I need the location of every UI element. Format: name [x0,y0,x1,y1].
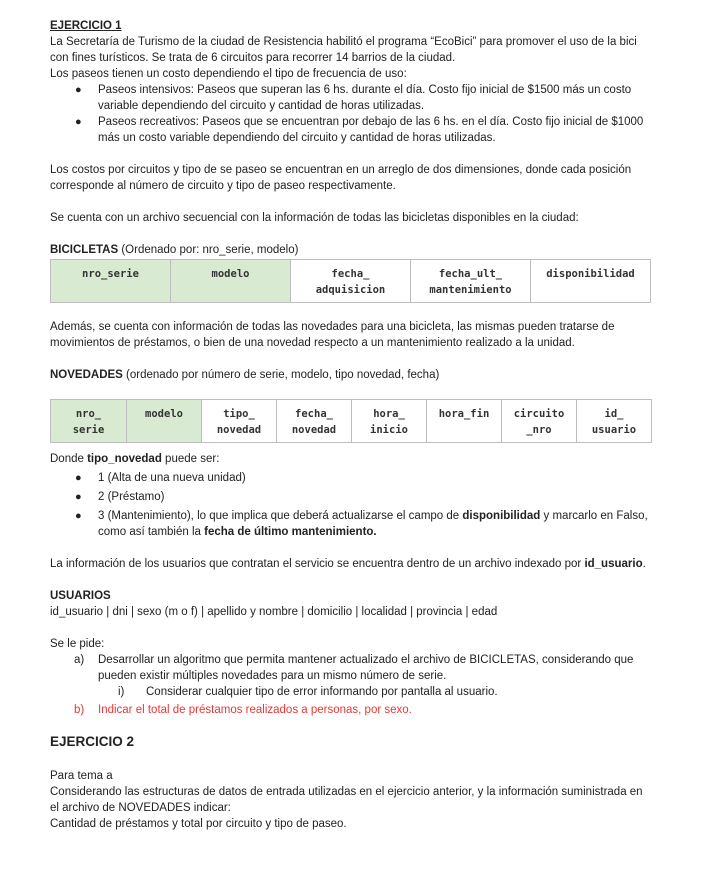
tipo-novedad-intro: Donde tipo_novedad puede ser: [50,453,220,465]
table-cell: nro_serie [51,260,171,303]
bicicletas-heading: BICICLETAS (Ordenado por: nro_serie, modelo) [50,244,299,256]
list-item: i) Considerar cualquier tipo de error informando por pantalla al usuario. [118,686,498,698]
bullet-icon: ● [75,491,82,503]
table-cell: tipo_ novedad [202,400,277,443]
list-item: ● Paseos intensivos: Paseos que superan las 6 hs. durante el día. Costo fijo inicial de $1500 más un costo variable dependiendo del circuito y cantidad de horas utilizadas. [75,84,632,112]
document-page [50,18,654,832]
se-pide-label: Se le pide: [50,638,105,650]
exercise-1-title: EJERCICIO 1 [50,20,122,32]
table-row [51,260,651,303]
bicicletas-table [50,259,651,303]
table-row [51,400,652,443]
list-item: ● 1 (Alta de una nueva unidad) [75,472,246,484]
table-cell: fecha_ult_ mantenimiento [411,260,531,303]
table-cell: hora_fin [427,400,502,443]
table-cell: fecha_ novedad [277,400,352,443]
bullet-icon: ● [75,116,82,128]
novedades-table [50,399,652,443]
list-item: ● 2 (Préstamo) [75,491,165,503]
intro-paragraph: La Secretaría de Turismo de la ciudad de Resistencia habilitó el programa “EcoBici” para promover el uso de la bici con fines turísticos. Se trata de 6 circuitos para recorrer 14 barrios de la ciudad. [50,36,637,64]
table-cell: circuito _nro [502,400,577,443]
exercise-2-title: EJERCICIO 2 [50,734,135,749]
usuarios-paragraph: La información de los usuarios que contratan el servicio se encuentra dentro de un archivo indexado por id_usuario. [50,558,646,570]
table-cell: modelo [127,400,202,443]
table-cell: nro_ serie [51,400,127,443]
novedades-intro: Además, se cuenta con información de todas las novedades para una bicicleta, las mismas pueden tratarse de movimientos de préstamos, o bien de una novedad respecto a un mantenimiento realizado a la unidad. [50,321,615,349]
table-cell: hora_ inicio [352,400,427,443]
costs-list [50,82,654,146]
table-cell: id_ usuario [577,400,652,443]
novedades-heading: NOVEDADES (ordenado por número de serie, modelo, tipo novedad, fecha) [50,369,440,381]
matrix-paragraph: Los costos por circuitos y tipo de se paseo se encuentran en un arreglo de dos dimensiones, donde cada posición corresponde al número de circuito y tipo de paseo respectivamente. [50,164,632,192]
table-cell: modelo [171,260,291,303]
usuarios-heading: USUARIOS [50,590,111,602]
tipo-novedad-list [50,470,654,540]
list-item: a) Desarrollar un algoritmo que permita mantener actualizado el archivo de BICICLETAS, considerando que pueden existir múltiples novedades para un mismo número de serie. [74,654,634,682]
list-item: b) Indicar el total de préstamos realizados a personas, por sexo. [74,704,412,716]
list-item: ● 3 (Mantenimiento), lo que implica que deberá actualizarse el campo de disponibilidad y marcarlo en Falso, como así también la fecha de último mantenimiento. [75,510,648,538]
sequential-file-paragraph: Se cuenta con un archivo secuencial con la información de todas las bicicletas disponibles en la ciudad: [50,212,579,224]
bullet-icon: ● [75,84,82,96]
usuarios-fields: id_usuario | dni | sexo (m o f) | apellido y nombre | domicilio | localidad | provincia | edad [50,606,498,618]
costs-intro: Los paseos tienen un costo dependiendo el tipo de frecuencia de uso: [50,68,407,80]
exercise-2-line-2: Considerando las estructuras de datos de entrada utilizadas en el ejercicio anterior, y la información suministrada en el archivo de NOVEDADES indicar: [50,786,643,814]
table-cell: disponibilidad [531,260,651,303]
list-item: ● Paseos recreativos: Paseos que se encuentran por debajo de las 6 hs. en el día. Costo fijo inicial de $1000 más un costo variable dependiendo del circuito y cantidad de horas utilizadas. [75,116,644,144]
exercise-2-line-3: Cantidad de préstamos y total por circuito y tipo de paseo. [50,818,347,830]
table-cell: fecha_ adquisicion [291,260,411,303]
exercise-2-line-1: Para tema a [50,770,113,782]
bullet-icon: ● [75,510,82,522]
bullet-icon: ● [75,472,82,484]
